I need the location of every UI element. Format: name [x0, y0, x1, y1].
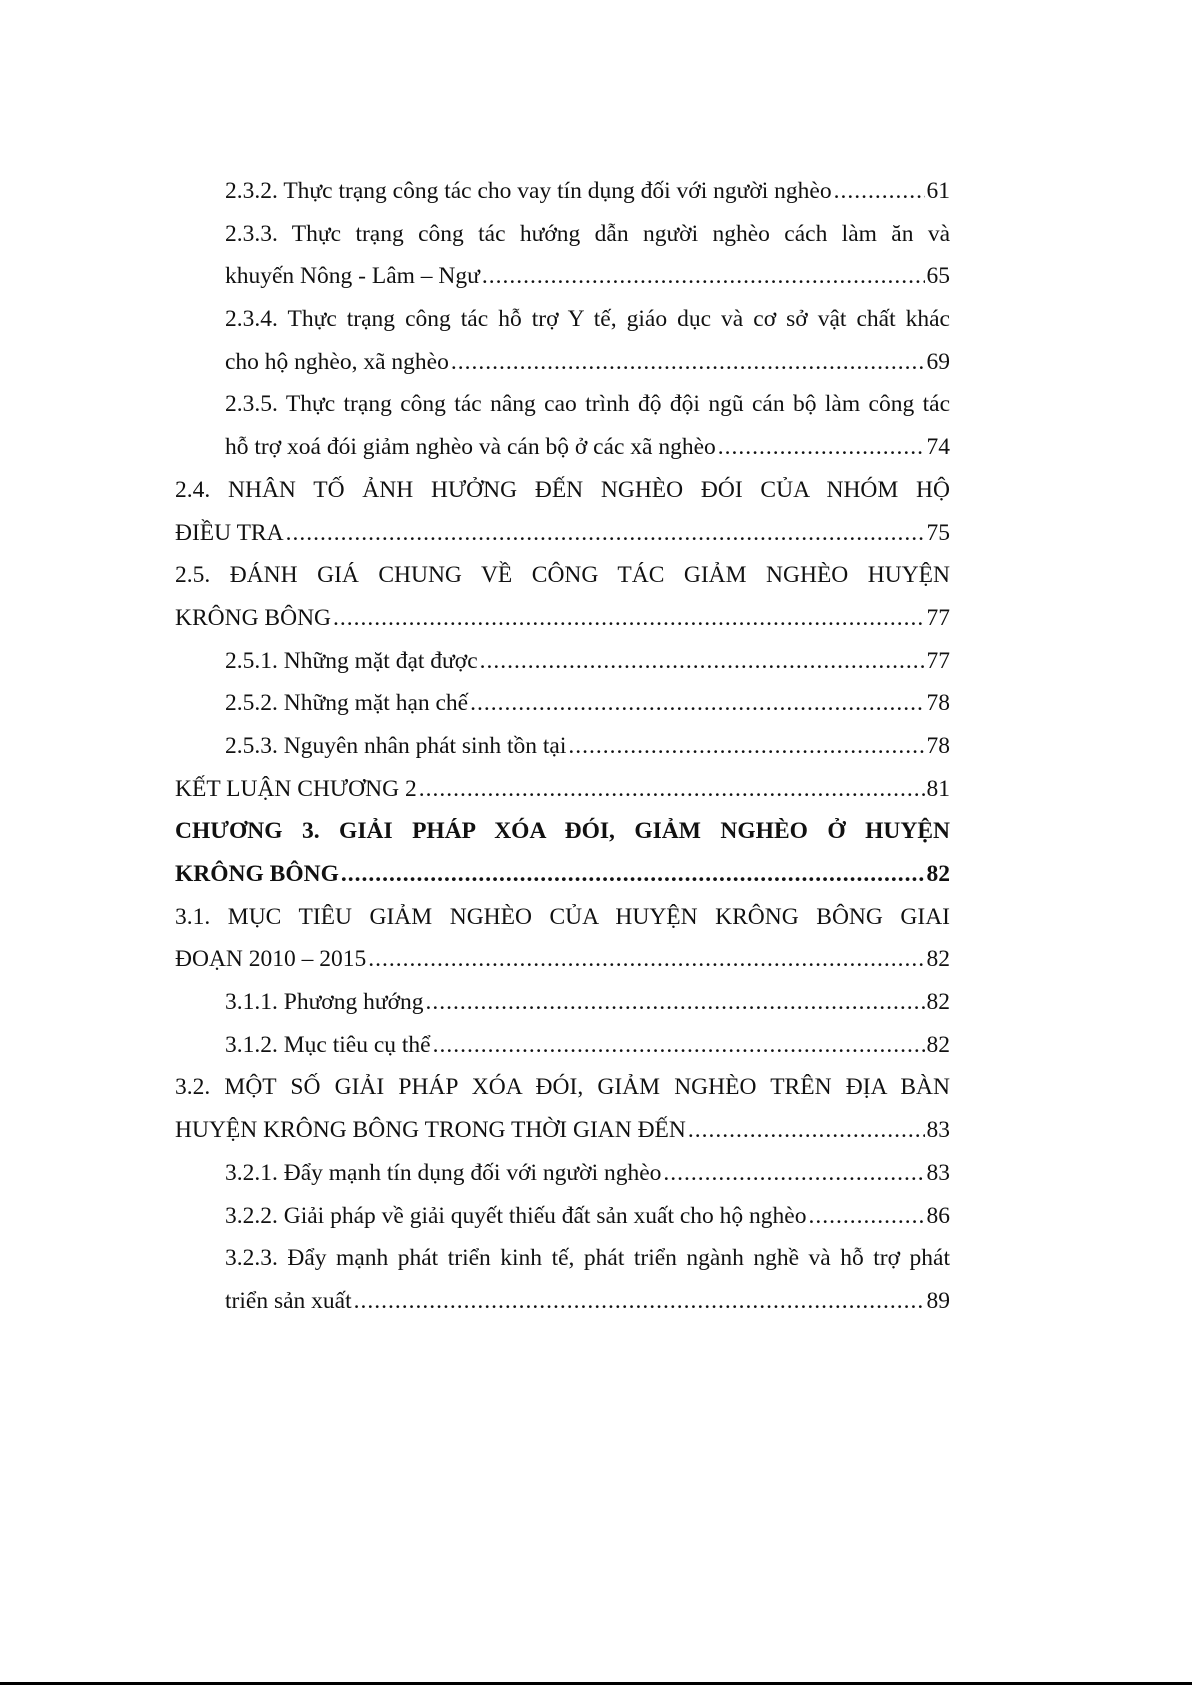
toc-entry-title: KRÔNG BÔNG [175, 861, 339, 887]
toc-entry-line: CHƯƠNG 3. GIẢI PHÁP XÓA ĐÓI, GIẢM NGHÈO Ở HUYỆN [175, 818, 950, 845]
toc-entry[interactable] [175, 896, 950, 981]
toc-entry-title: triển sản xuất [225, 1287, 352, 1314]
toc-entry-last-line [225, 170, 950, 213]
toc-entry[interactable] [175, 1152, 950, 1195]
toc-entry-title: ĐOẠN 2010 – 2015 [175, 946, 367, 973]
toc-entry-title: cho hộ nghèo, xã nghèo [225, 348, 449, 375]
dot-leader [426, 981, 925, 1024]
dot-leader [341, 853, 925, 896]
toc-entry-last-line [175, 512, 950, 555]
toc-entry-title: khuyến Nông - Lâm – Ngư [225, 263, 480, 290]
page-number: 82 [926, 989, 950, 1016]
toc-entry-last-line [225, 725, 950, 768]
toc-entry-last-line [225, 1195, 950, 1238]
toc-entry[interactable] [175, 640, 950, 683]
toc-entry-title: 2.5.3. Nguyên nhân phát sinh tồn tại [225, 732, 567, 759]
toc-entry-line: 2.3.5. Thực trạng công tác nâng cao trình độ đội ngũ cán bộ làm công tác [225, 391, 950, 418]
toc-entry-title: HUYỆN KRÔNG BÔNG TRONG THỜI GIAN ĐẾN [175, 1117, 686, 1144]
dot-leader [718, 426, 925, 469]
page-number: 89 [926, 1287, 950, 1314]
dot-leader [470, 682, 924, 725]
toc-entry[interactable] [175, 1066, 950, 1151]
dot-leader [433, 1024, 925, 1067]
dot-leader [333, 597, 924, 640]
page-number: 69 [926, 348, 950, 375]
page-number: 81 [926, 775, 950, 802]
page-number: 77 [926, 604, 950, 631]
toc-entry-title: 2.3.2. Thực trạng công tác cho vay tín dụng đối với người nghèo [225, 178, 832, 204]
toc-entry-title: KẾT LUẬN CHƯƠNG 2 [175, 775, 417, 802]
page-number: 65 [926, 263, 950, 290]
toc-entry-last-line [175, 853, 950, 896]
toc-entry-title: 3.1.2. Mục tiêu cụ thể [225, 1031, 431, 1058]
page-number: 82 [926, 946, 950, 973]
toc-entry-last-line [175, 1109, 950, 1152]
toc-entry-last-line [225, 255, 950, 298]
toc-entry[interactable] [175, 725, 950, 768]
page-number: 82 [926, 861, 950, 887]
toc-entry-line: 3.1. MỤC TIÊU GIẢM NGHÈO CỦA HUYỆN KRÔNG BÔNG GIAI [175, 903, 950, 930]
dot-leader [482, 255, 925, 298]
toc-entry-last-line [175, 768, 950, 811]
toc-entry-line: 2.3.3. Thực trạng công tác hướng dẫn người nghèo cách làm ăn và [225, 220, 950, 247]
dot-leader [568, 725, 924, 768]
page-number: 74 [926, 434, 950, 461]
toc-entry-last-line [225, 341, 950, 384]
toc-entry-last-line [175, 938, 950, 981]
toc-entry[interactable] [175, 810, 950, 895]
toc-entry-title: 2.5.2. Những mặt hạn chế [225, 690, 469, 717]
dot-leader [368, 938, 924, 981]
page-number: 77 [926, 647, 950, 674]
toc-entry-line: 3.2. MỘT SỐ GIẢI PHÁP XÓA ĐÓI, GIẢM NGHÈO TRÊN ĐỊA BÀN [175, 1074, 950, 1101]
toc-entry[interactable] [175, 554, 950, 639]
toc-entry-title: KRÔNG BÔNG [175, 604, 332, 631]
toc-entry-title: ĐIỀU TRA [175, 519, 284, 546]
dot-leader [834, 170, 925, 213]
dot-leader [809, 1195, 925, 1238]
toc-entry-last-line [225, 682, 950, 725]
toc-entry-last-line [225, 640, 950, 683]
page-number: 83 [926, 1117, 950, 1144]
toc-entry-last-line [225, 981, 950, 1024]
toc-entry[interactable] [175, 682, 950, 725]
dot-leader [451, 341, 925, 384]
page-number: 61 [926, 178, 950, 204]
toc-entry[interactable] [175, 170, 950, 213]
toc-entry-line: 2.5. ĐÁNH GIÁ CHUNG VỀ CÔNG TÁC GIẢM NGHÈO HUYỆN [175, 562, 950, 589]
page-number: 83 [926, 1159, 950, 1186]
page-number: 75 [926, 519, 950, 546]
dot-leader [688, 1109, 925, 1152]
toc-entry-title: 3.2.2. Giải pháp về giải quyết thiếu đất sản xuất cho hộ nghèo [225, 1202, 807, 1229]
page-number: 86 [926, 1202, 950, 1229]
toc-entry[interactable] [175, 383, 950, 468]
toc-entry-line: 2.4. NHÂN TỐ ẢNH HƯỞNG ĐẾN NGHÈO ĐÓI CỦA NHÓM HỘ [175, 476, 950, 503]
toc-entry[interactable] [175, 213, 950, 298]
dot-leader [286, 512, 925, 555]
toc-entry-title: hỗ trợ xoá đói giảm nghèo và cán bộ ở các xã nghèo [225, 434, 716, 461]
toc-entry[interactable] [175, 1024, 950, 1067]
toc-entry[interactable] [175, 1195, 950, 1238]
toc-entry[interactable] [175, 298, 950, 383]
toc-entry[interactable] [175, 1237, 950, 1322]
toc-entry-last-line [225, 1024, 950, 1067]
dot-leader [354, 1280, 925, 1323]
toc-entry[interactable] [175, 469, 950, 554]
dot-leader [663, 1152, 924, 1195]
toc-entry-last-line [225, 426, 950, 469]
toc-entry-title: 3.2.1. Đẩy mạnh tín dụng đối với người nghèo [225, 1159, 662, 1186]
toc-entry-last-line [225, 1152, 950, 1195]
toc-entry-title: 2.5.1. Những mặt đạt được [225, 647, 478, 674]
toc-entry-title: 3.1.1. Phương hướng [225, 989, 424, 1016]
toc-entry-line: 2.3.4. Thực trạng công tác hỗ trợ Y tế, giáo dục và cơ sở vật chất khác [225, 306, 950, 333]
page-number: 78 [926, 732, 950, 759]
page-number: 82 [926, 1031, 950, 1058]
toc-entry-last-line [175, 597, 950, 640]
toc-entry-line: 3.2.3. Đẩy mạnh phát triển kinh tế, phát triển ngành nghề và hỗ trợ phát [225, 1245, 950, 1272]
toc-entry-last-line [225, 1280, 950, 1323]
dot-leader [480, 640, 925, 683]
dot-leader [419, 768, 925, 811]
toc-entry[interactable] [175, 981, 950, 1024]
table-of-contents [175, 170, 950, 1323]
page-number: 78 [926, 690, 950, 717]
toc-entry[interactable] [175, 768, 950, 811]
